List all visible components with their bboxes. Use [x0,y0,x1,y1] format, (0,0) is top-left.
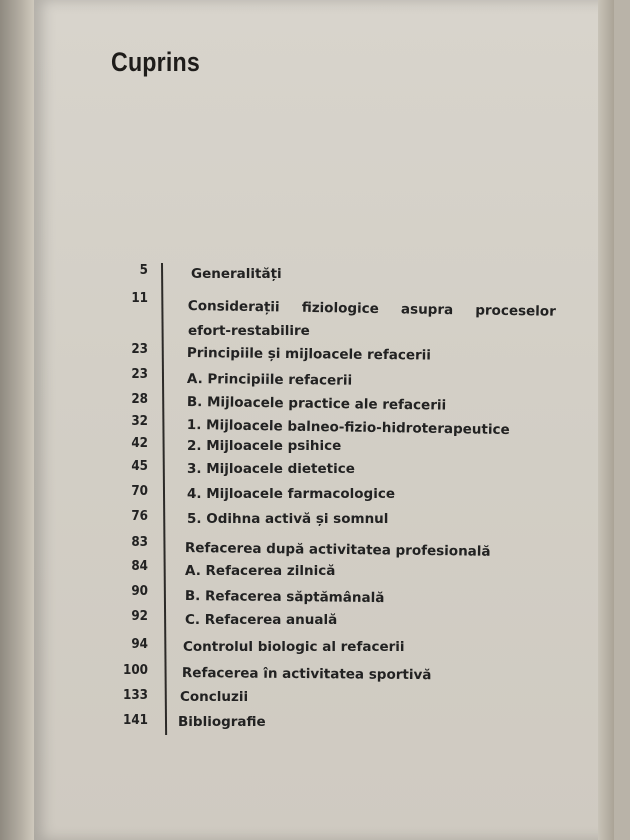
toc-entry: Principiile și mijloacele refacerii [186,345,432,364]
toc-entry-word: Considerații [187,298,280,316]
toc-entry-word: proceselor [475,302,556,320]
toc-entry-word: asupra [400,301,454,319]
toc-page-number: 70 [131,484,148,499]
toc-page-number: 92 [131,609,148,624]
toc-entry [188,298,556,320]
toc-entry: 2. Mijloacele psihice [187,438,342,454]
toc-entry-word: fiziologice [301,299,379,317]
toc-page-number: 11 [131,291,148,306]
toc-vertical-rule [161,263,167,735]
toc-page-number: 83 [131,535,148,550]
toc-page-number: 133 [123,688,148,703]
toc-entry: 1. Mijloacele balneo-fizio-hidroterapeutice [186,417,510,439]
toc-entry: Generalități [191,266,282,282]
toc-page-number: 141 [123,713,148,728]
toc-page-number: 5 [139,263,148,278]
toc-entry: 5. Odihna activă și somnul [187,511,389,527]
toc-entry: B. Refacerea săptămânală [184,588,385,607]
toc-page-number: 23 [131,342,148,357]
toc-entry: Controlul biologic al refacerii [183,639,405,655]
page-title: Cuprins [111,47,200,77]
toc-entry: Refacerea în activitatea sportivă [181,665,432,684]
toc-entry: A. Refacerea zilnică [185,563,336,579]
toc-page-number: 42 [131,436,148,451]
toc-entry: 3. Mijloacele dietetice [187,461,355,477]
toc-page-number: 28 [131,392,148,407]
toc-page-number: 94 [131,637,148,652]
toc-entry: C. Refacerea anuală [185,612,338,628]
toc-page-number: 45 [131,459,148,474]
toc-entry: Bibliografie [178,714,266,730]
toc-entry-continuation: efort-restabilire [188,323,310,339]
toc-page-number: 32 [131,414,148,429]
toc-entry: B. Mijloacele practice ale refacerii [186,394,447,414]
toc-entry: 4. Mijloacele farmacologice [187,486,396,502]
toc-page-number: 84 [131,559,148,574]
toc-page-number: 100 [123,663,148,678]
toc-entry: Concluzii [180,689,249,705]
toc-entry: A. Principiile refacerii [186,371,353,389]
toc-page-number: 23 [131,367,148,382]
toc-entry: Refacerea după activitatea profesională [184,540,491,560]
toc-page-number: 76 [131,509,148,524]
toc-page-number: 90 [131,584,148,599]
